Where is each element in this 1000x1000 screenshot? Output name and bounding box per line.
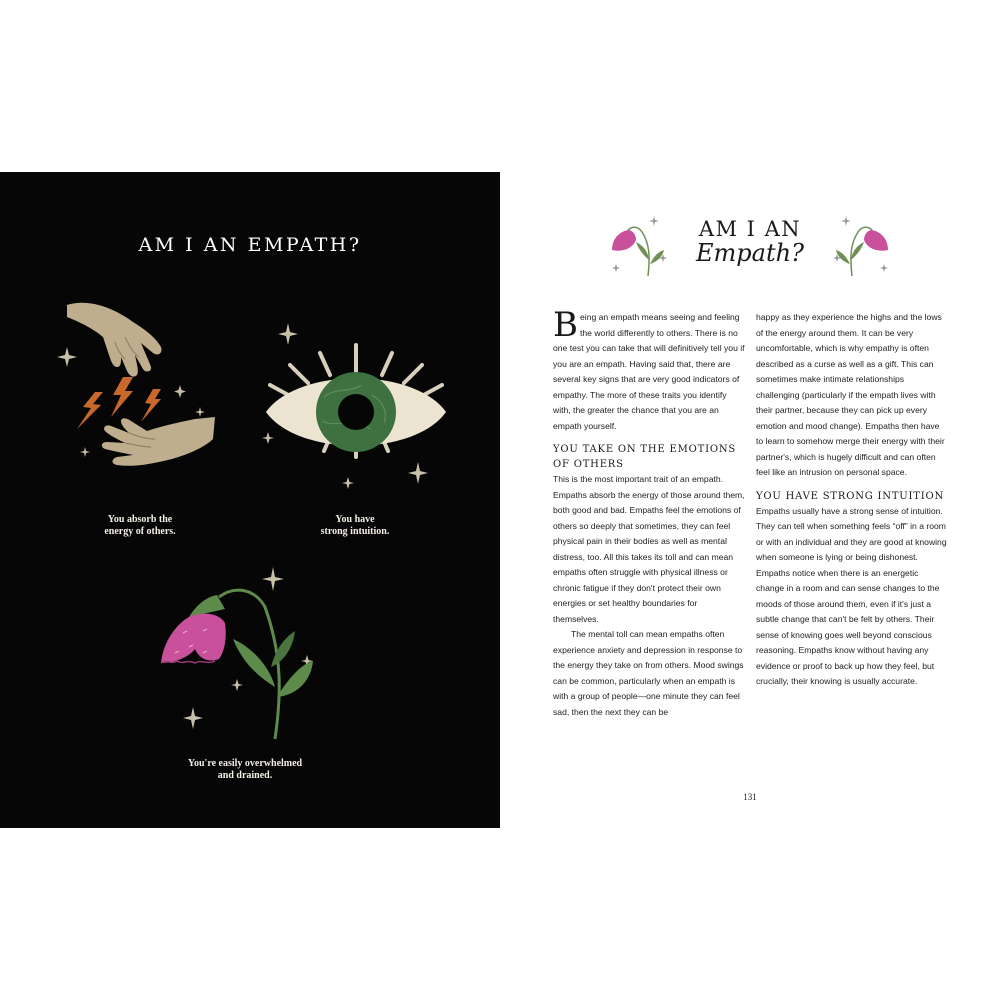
- title-line-2: Empath?: [696, 239, 804, 267]
- heading-emotions: YOU TAKE ON THE EMOTIONS OF OTHERS: [553, 444, 737, 470]
- hands-lightning-icon: [55, 297, 225, 487]
- right-page: [500, 172, 1000, 828]
- text-column-2: [756, 310, 948, 690]
- intro-paragraph: Being an empath means seeing and feeling the world differently to others. There is no one test you can take that will definitively tell you if you are an empath. Having said that, there are several key signs that are very good indicators of empathy. The more of these traits you identify with, the greater the chance that you are an empath yourself.: [553, 305, 745, 431]
- paragraph-emotions-2: The mental toll can mean empaths often experience anxiety and depression in response to the energy they take on from others. Mood swings can be common, particularly when an empath is with a group of people—one minute they can feel sad, then the next they can be: [553, 629, 744, 717]
- caption-drained: You're easily overwhelmed and drained.: [187, 758, 303, 781]
- caption-energy: You absorb the energy of others.: [104, 514, 176, 537]
- paragraph-continued: happy as they experience the highs and the lows of the energy around them. It can be very uncomfortable, which is why empathy is often described as a curse as well as a gift. This can sometimes make intimate relationships challenging (particularly if the empath lives with their partner, because they can pick up every emotion and mood change). Empaths then have to learn to somehow merge their energy with their partner's, which is hugely difficult and can often feel like an intrusion on personal space.: [756, 312, 945, 477]
- heading-intuition: YOU HAVE STRONG INTUITION: [756, 490, 945, 502]
- left-page: [0, 172, 500, 828]
- drooping-flower-icon: [155, 567, 325, 747]
- paragraph-emotions-1: This is the most important trait of an empath. Empaths absorb the energy of those around them, both good and bad. Empaths feel the emotions of others so deeply that sometimes, they can feel physical pain in their bodies as well as mental distress, too. All this takes its toll and can mean empaths often struggle with physical illness or chronic fatigue if they don't protect their own energies or set healthy boundaries for themselves.: [553, 474, 745, 624]
- eye-icon: [258, 317, 448, 507]
- flower-ornament-right-icon: [830, 214, 892, 278]
- page-number: 131: [743, 792, 757, 802]
- left-page-title: AM I AN EMPATH?: [138, 234, 362, 256]
- paragraph-intuition: Empaths usually have a strong sense of intuition. They can tell when something feels “off” in a room or with an individual and they are good at knowing when someone is lying or being dishonest. Empaths notice when there is an energetic change in a room and can sense changes to the moods of those around them, even if it's just a subtle change that can't be felt by others. Their sense of knowing goes well beyond conscious reasoning. Empaths know without having any evidence or proof to back up how they feel, but crucially, their knowing is usually accurate.: [756, 505, 947, 686]
- book-spread: [0, 172, 1000, 828]
- flower-ornament-left-icon: [608, 214, 670, 278]
- text-column-1: [553, 305, 745, 720]
- title-line-1: AM I AN: [698, 217, 802, 241]
- drop-cap: B: [553, 305, 578, 345]
- right-page-title: [680, 217, 820, 267]
- caption-intuition: You have strong intuition.: [320, 514, 390, 537]
